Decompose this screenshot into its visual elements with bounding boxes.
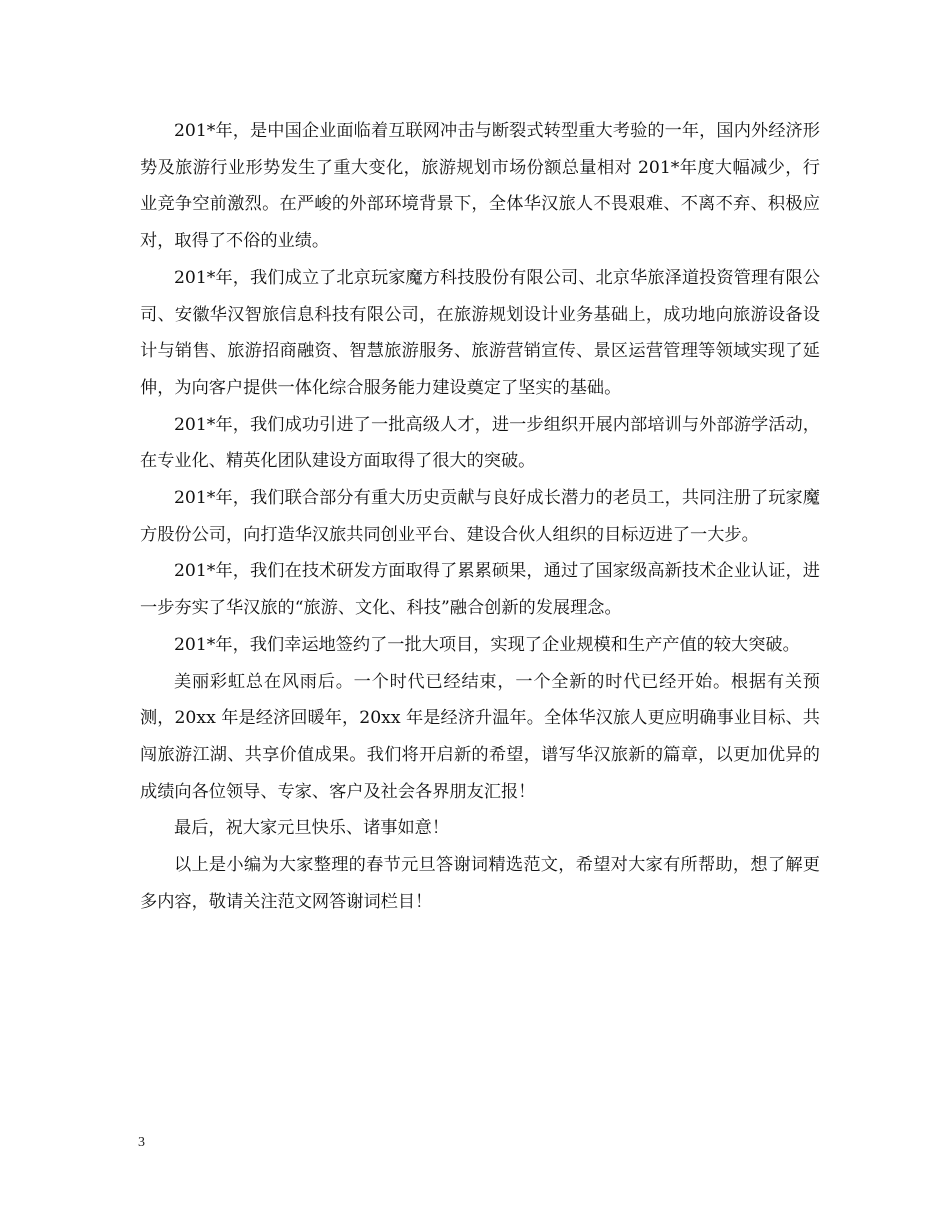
paragraph-7: 美丽彩虹总在风雨后。一个时代已经结束，一个全新的时代已经开始。根据有关预测，20xx 年是经济回暖年，20xx 年是经济升温年。全体华汉旅人更应明确事业目标、共闯旅游江湖、共享价值成果。我们将开启新的希望，谱写华汉旅新的篇章，以更加优异的成绩向各位领导、专家、客户及社会各界朋友汇报！ (140, 671, 820, 802)
paragraph-5: 201*年，我们在技术研发方面取得了累累硕果，通过了国家级高新技术企业认证，进一步夯实了华汉旅的“旅游、文化、科技”融合创新的发展理念。 (140, 561, 820, 619)
paragraph-6: 201*年，我们幸运地签约了一批大项目，实现了企业规模和生产产值的较大突破。 (174, 634, 800, 655)
paragraph-9: 以上是小编为大家整理的春节元旦答谢词精选范文，希望对大家有所帮助，想了解更多内容，敬请关注范文网答谢词栏目！ (140, 855, 820, 912)
page-number: 3 (138, 1135, 145, 1150)
paragraph-8: 最后，祝大家元旦快乐、诸事如意！ (174, 818, 450, 839)
paragraph-3: 201*年，我们成功引进了一批高级人才，进一步组织开展内部培训与外部游学活动，在专业化、精英化团队建设方面取得了很大的突破。 (140, 414, 820, 472)
document-body (140, 113, 820, 920)
paragraph-1: 201*年，是中国企业面临着互联网冲击与断裂式转型重大考验的一年，国内外经济形势及旅游行业形势发生了重大变化，旅游规划市场份额总量相对 201*年度大幅减少，行业竞争空前激烈。在严峻的外部环境背景下，全体华汉旅人不畏艰难、不离不弃、积极应对，取得了不俗的业绩。 (140, 121, 820, 252)
paragraph-2: 201*年，我们成立了北京玩家魔方科技股份有限公司、北京华旅泽道投资管理有限公司、安徽华汉智旅信息科技有限公司，在旅游规划设计业务基础上，成功地向旅游设备设计与销售、旅游招商融资、智慧旅游服务、旅游营销宣传、景区运营管理等领域实现了延伸，为向客户提供一体化综合服务能力建设奠定了坚实的基础。 (140, 267, 820, 398)
paragraph-4: 201*年，我们联合部分有重大历史贡献与良好成长潜力的老员工，共同注册了玩家魔方股份公司，向打造华汉旅共同创业平台、建设合伙人组织的目标迈进了一大步。 (140, 488, 820, 545)
